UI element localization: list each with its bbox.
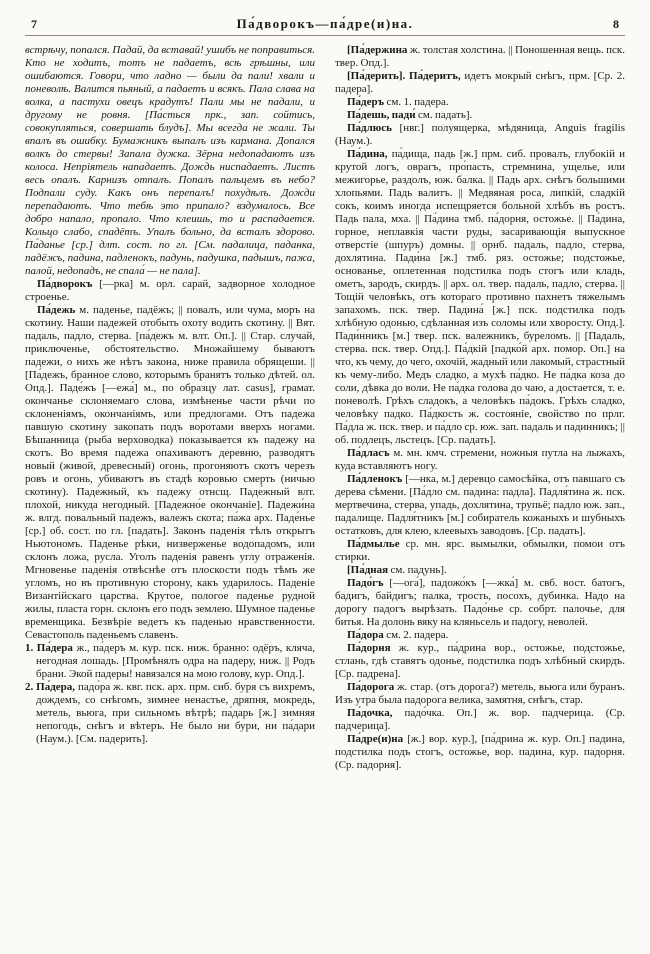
header-rule [25, 35, 625, 36]
dictionary-entry [335, 564, 625, 577]
dictionary-entry [25, 681, 316, 746]
dictionary-entry [335, 681, 625, 707]
dictionary-entry [335, 122, 625, 148]
entry-text: м. мн. кмч. стремени, ножныя путла на лыжахъ, куда вставляютъ ногу. [335, 447, 625, 472]
dictionary-entry [335, 642, 625, 681]
entry-headword: [Па́держина [347, 44, 410, 56]
dictionary-entry [335, 707, 625, 733]
dictionary-entry [335, 148, 625, 447]
entry-headword: Па́дре(и)на [347, 733, 408, 745]
dictionary-entry [25, 642, 315, 681]
entry-headword: Па́деръ [347, 96, 387, 108]
entry-number: 2. [25, 681, 37, 693]
entry-headword: Па́дочка, [347, 707, 405, 719]
entry-text: ж. кур., па́дрина вор., остожье, подстожье, стлань, гдѣ ставятъ одонье, подстилка подъ хлѣбный скирдъ. [Ср. падрена]. [335, 642, 625, 680]
dictionary-entry [25, 278, 315, 304]
entry-text: [ж.] вор. кур.], [па́дрина ж. кур. Оп.] падина, подстилка подъ стогъ, остожье, вор. падина, кур. падорня. (Ср. падорня]. [335, 733, 625, 771]
entry-headword: [Па́дная [347, 564, 391, 576]
entry-text: ср. мн. ярс. вымылки, обмылки, помои отъ стирки. [335, 538, 625, 563]
entry-number: 1. [25, 642, 37, 654]
dictionary-entry [25, 304, 315, 642]
entry-headword: Па́дласъ [347, 447, 394, 459]
column-right [335, 44, 625, 772]
entry-text: ж. стар. (отъ дорога?) метель, вьюга или буранъ. Изъ утра была падорога велика, замятня, снѣгъ, стар. [335, 681, 626, 706]
running-title: Па́дворокъ—па́дре(и)на. [236, 16, 414, 31]
dictionary-entry [335, 733, 625, 772]
entry-headword: Па́дора [347, 629, 387, 641]
entry-headword: Па́дмылье [347, 538, 406, 550]
entry-headword: Па́дворокъ [37, 278, 100, 290]
page-number-right: 8 [613, 17, 619, 31]
dictionary-entry [335, 70, 625, 96]
column-left [25, 44, 315, 772]
entry-headword: Па́дина, [347, 148, 392, 160]
dictionary-entry [25, 44, 315, 278]
entry-headword: Па́длюсь [347, 122, 400, 134]
entry-text: м. паденье, падёжъ; || повалъ, или чума, моръ на скотину. Наши падежей отобыть охоту водить скотину. || Вят. падаль, падло, стерва. [па́дежъ м. влт. Оп.]. || Стар. случай, приключенье, обстоятельство. Множайшему бываютъ падежи, о нихъ же нѣтъ закона, ниже правила обрящеши. || [Па́дежъ, бранное слово, которымъ бранятъ только дѣтей. ол. Опд.]. Паде́жъ [—ежа́] м., по образцу лат. casus], грамат. окончанье склоняемаго слова, измѣненье части рѣчи по склоненіямъ, окончаніямъ, или предлогами. Отъ падежа павшую скотину закопать подъ воротами вверхъ ногами. Бѣшанница (рыба верховодка) показывается къ падежу на скотъ. Во время падежа опахиваютъ деревню, разводятъ новый (живой, древесный) огонь, прогоняютъ скотъ черезъ ровъ и огонь, убиваютъ въ стадѣ коровью смерть (ничью скотину). Паде́жный, къ падежу отнсщ. Паде́жный влт. плохой, никуда негодный. [Падежно́е окончаніе]. Падежи́на ж. влгд. повальный падежъ, валежъ скота; па́жа арх. Паде́нье [ср.] об. сост. по гл. [падать]. Законъ паденія тѣлъ открытъ Ньютономъ. Паденье рѣки, низверженье водопадомъ, или склонъ ложа, русла. Уголъ паденія равенъ углу отраженія. Мгновенье паденія отвѣснѣе отъ плоскости подъ тѣмъ же угломъ, но въ противную сторону, какъ ударилось. Паденіе Византійскаго царства. Крутое, пологое паденье рудной жилы, пласта горн. склонъ его подъ землею. Шумное паденье временщика. Безвѣріе ведетъ къ паденью нравственности. Севастополь паденьемъ славенъ. [25, 304, 316, 641]
entry-text: см. падунь]. [390, 564, 447, 576]
dictionary-entry [335, 96, 625, 109]
entry-text: см. 1. падера. [386, 96, 449, 108]
dictionary-entry [335, 538, 625, 564]
entry-text: [—нка, м.] деревцо самосѣйка, отъ павшаго съ дерева сѣмени. [Па́дло см. падина: падла]. Падля́тина ж. пск. мертвечина, стерва, упадь, дохлятина, трупьё; падло юж. зап., падалище. Падля́тникъ [м.] собиратель кожаныхъ и шубныхъ остатковъ, для клею, клеевыхъ заводовъ. [Ср. падать]. [335, 473, 625, 537]
entry-text: встрѣчу, попался. Падай, да вставай! ушибъ не поправиться. Кто не ходитъ, тотъ не падаетъ, всѣ грѣшны, или ошибаются. Говори, что ладно — были да пали! хвали и поневолѣ. Валится пьяный, а падаетъ и всякъ. Пала слава на волка, а пастухи овецъ крадутъ! Пали мы не падали, и другому не ровня. [Па́сться прк., зап. сойтись, совокупляться, совершать блудъ]. Мы всегда не жали. Ты впалъ въ ошибку. Бумажникъ выпалъ изъ кармана. Допался волкъ до стервы! Запала дужка. Зёрна недопадаютъ изъ колоса. Непріятель нападаетъ. Дождь ниспадаетъ. Листъ весь опалъ. Карнизъ отпалъ. Попалъ пальцемъ въ небо? Подпали суду. Какъ онъ перепалъ! похудѣлъ. Дожди перепадаютъ. Что тебѣ это припало? вздумалось. Все добро напало, пропало. Что клеишь, то и распадается. Кольцо слабо, спадётъ. Упалъ больно, да всталъ здорово. Па́данье [ср.] длт. сост. по гл. [См. падалица, паданка, падёжъ, падина, падленокъ, падунь, падушка, падышъ, пажа, палой, недопадъ, не спала́ — не пала]. [25, 44, 315, 277]
entry-headword: Па́дленокъ [347, 473, 406, 485]
entry-text: падо́ра ж. квг. пск. арх. прм. сиб. буря съ вихремъ, дождемъ, со снѣгомъ, зимнее ненастье, дряпня, мокредь, метель, вьюга, при сильномъ вѣтрѣ; па́дарь [ж.] зимняя непогодь, снѣгъ и вѣтеръ. Не было ни бури, ни па́дари (Наум.). [См. падерить]. [36, 681, 316, 745]
entry-text: падо́чка. Оп.] ж. вор. падчерица. (Ср. падчерица]. [335, 707, 625, 732]
entry-text: [нвг.] полуящерка, мѣдяница, Anguis fragilis (Наум.). [335, 122, 625, 147]
dictionary-entry [335, 473, 625, 538]
dictionary-entry [335, 109, 625, 122]
entry-headword: Па́дера [36, 642, 77, 654]
page-number-left: 7 [31, 17, 37, 31]
entry-text: ж. толстая холстина. || Поношенная вещь. пск. твер. Опд.]. [335, 44, 625, 69]
page-header [25, 16, 625, 35]
entry-headword: Падо́гъ [347, 577, 390, 589]
entry-text: ж., па́деръ м. кур. пск. ниж. бранно: одёръ, кляча, негодная лошадь. [Промѣнялъ одра на падеру, ниж. || Родъ брани. Экой падеры! навязался на мою голову, кур. Опд.]. [36, 642, 315, 680]
text-columns [25, 44, 625, 772]
entry-text: идетъ мокрый снѣгъ, прм. [Ср. 2. падера]. [335, 70, 625, 95]
entry-text: па́дища, падь [ж.] прм. сиб. провалъ, глубокій и крутой логъ, оврагъ, про́пасть, стремнина, ущелье, или межигорье, раздолъ, юж. балка. || Падь арх. снѣгъ большими хлопьями. Падь валитъ. || Медвяная роса, липкій, сладкій сокъ, коимъ иногда испещряется больной хлѣбъ въ ростъ. Падь пала, мха. || Па́дина тмб. па́дорня, остожье. || Па́дина, горное, неплавкія части руды, засаривающія выпускное отверстіе (шпуръ) домны. || орнб. падаль, падло, стерва, дохлятина. Пади́на [ж.] тмб. ряз. остожье; подстожье, основанье, оплетенная подстилка подъ стогъ или кладь, ометъ, зародъ, скирдъ. || арх. ол. твер. падаль, падло, стерва. || Тощій человѣкъ, отъ котораго противно пахнетъ тяжелымъ запахомъ. пск. твер. Падина́ [ж.] пск. подстилка подъ хлѣбную одонью, сдѣланная изъ соломы или хворосту. Опд.]. Пади́нникъ [м.] твер. пск. валежникъ, буреломъ. || [Падаль, стерва. пск. твер. Опд.]. Па́дкій [падко́й арх. помор. Оп.] на что, къ чему, до чего, охочій, жадный или лакомый, страстный къ чему-либо. Медъ сладко, а мухѣ па́дко. Не па́дка коза до соли, дѣвка до воли. Не па́дка голова до чаю, а достается, т. е. поневолѣ. Грѣхъ сладокъ, а человѣкъ па́докъ. Грѣхъ сладко, человѣку падко. Па́дкость ж. состояніе, свойство по прлг. Па́дла ж. пск. твер. и па́дло ср. юж. зап. падаль и падинникъ; || об. подлецъ, льстецъ. [Ср. падать]. [335, 148, 625, 446]
entry-text: см. падать]. [418, 109, 473, 121]
entry-text: [—рка] м. орл. сарай, задворное холодное строенье. [25, 278, 315, 303]
dictionary-entry [335, 447, 625, 473]
entry-headword: Па́дорня [347, 642, 399, 654]
entry-headword: [Па́дерить]. Па́деритъ, [347, 70, 465, 82]
dictionary-entry [335, 44, 625, 70]
dictionary-entry [335, 577, 625, 629]
entry-headword: Па́дежь [37, 304, 80, 316]
entry-headword: Па́дорога [347, 681, 398, 693]
entry-headword: Па́дешь, пади́ [347, 109, 418, 121]
entry-text: [—ога́], падожо́къ [—жка́] м. свб. вост. батогъ, бадигъ, байдигъ; палка, трость, посохъ, дубинка. Надо на дорогу падогъ вырѣзать. Падо́нье ср. собрт. палочье, для битья. На долонь вяку на кляньсель и падогу, неволей. [335, 577, 625, 628]
entry-text: см. 2. падера. [386, 629, 449, 641]
dictionary-entry [335, 629, 625, 642]
entry-headword: Па́дера, [36, 681, 78, 693]
